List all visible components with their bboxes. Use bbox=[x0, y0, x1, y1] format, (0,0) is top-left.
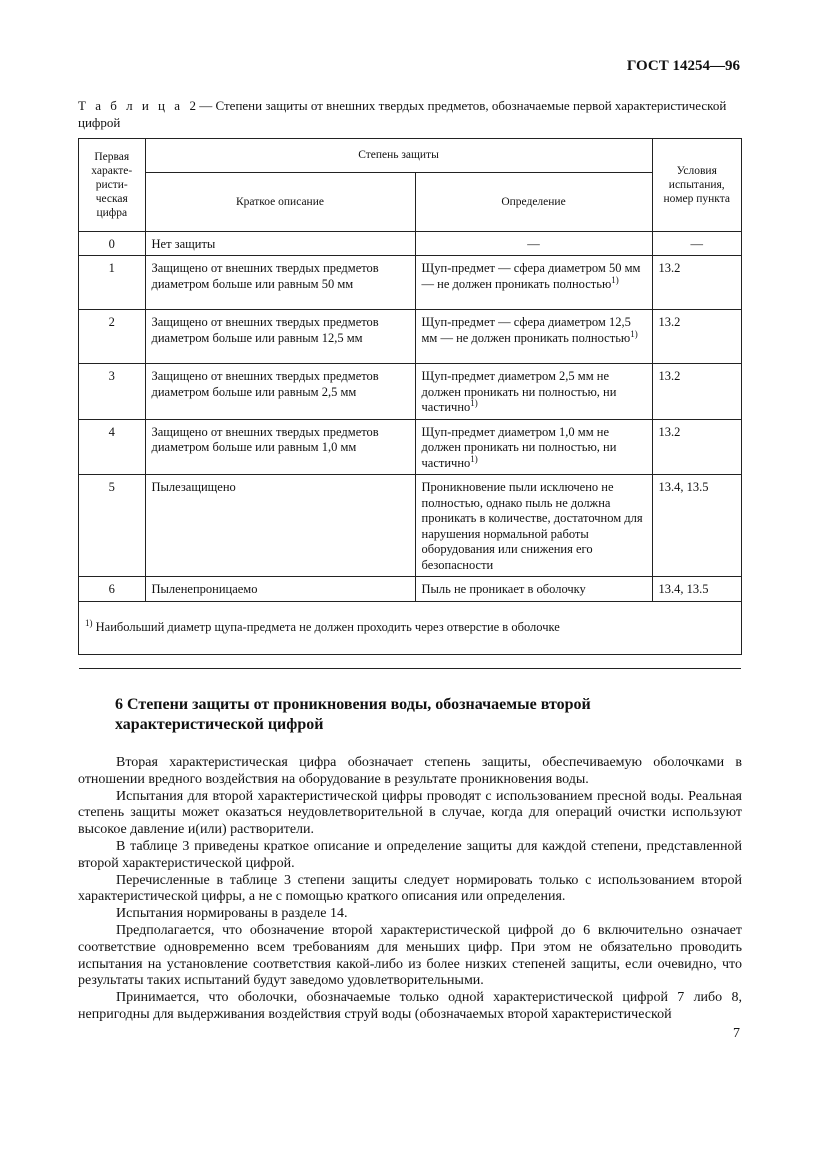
footnote-marker: 1) bbox=[470, 397, 478, 408]
row-digit: 1 bbox=[79, 256, 145, 310]
row-short: Нет защиты bbox=[145, 231, 415, 256]
row-short: Защищено от внешних твердых предметов диаметром больше или равным 2,5 мм bbox=[145, 364, 415, 420]
row-definition: — bbox=[415, 231, 652, 256]
row-definition: Проникновение пыли исключено не полностью, однако пыль не должна проникать в количестве, достаточном для нарушения нормальной работы оборудования или снижения его безопасности bbox=[415, 475, 652, 577]
row-definition-text: Щуп-предмет — сфера диаметром 50 мм — не должен проникать полностью bbox=[421, 261, 641, 291]
row-definition bbox=[415, 419, 652, 475]
body-text bbox=[78, 755, 742, 1024]
table-footnote bbox=[79, 601, 741, 668]
table-footnote-row bbox=[79, 601, 741, 668]
row-definition-text: Щуп-предмет диаметром 1,0 мм не должен проникать ни полностью, ни частично bbox=[421, 424, 617, 470]
header-short-description: Краткое описание bbox=[145, 172, 415, 231]
paragraph: Испытания для второй характеристической цифры проводят с использованием пресной воды. Реальная степень защиты может оказаться неудовлетворительной в случае, когда для операций очистки используют высокое давление и(или) растворители. bbox=[78, 788, 742, 838]
row-conditions: 13.4, 13.5 bbox=[652, 475, 741, 577]
paragraph: В таблице 3 приведены краткое описание и определение защиты для каждой степени, представленной второй характеристической цифрой. bbox=[78, 838, 742, 871]
row-conditions: 13.2 bbox=[652, 419, 741, 475]
table-caption bbox=[78, 97, 742, 131]
row-definition bbox=[415, 256, 652, 310]
header-conditions: Условия испытания, номер пункта bbox=[652, 139, 741, 231]
row-short: Пылезащищено bbox=[145, 475, 415, 577]
row-short: Защищено от внешних твердых предметов диаметром больше или равным 12,5 мм bbox=[145, 310, 415, 364]
row-conditions: 13.4, 13.5 bbox=[652, 577, 741, 602]
paragraph: Испытания нормированы в разделе 14. bbox=[116, 906, 348, 922]
row-conditions: 13.2 bbox=[652, 310, 741, 364]
row-conditions: 13.2 bbox=[652, 364, 741, 420]
row-short: Защищено от внешних твердых предметов диаметром больше или равным 50 мм bbox=[145, 256, 415, 310]
paragraph: Перечисленные в таблице 3 степени защиты следует нормировать только с использованием второй характеристической цифры, а не с помощью краткого описания или определения. bbox=[78, 872, 742, 905]
row-digit: 3 bbox=[79, 364, 145, 420]
row-definition bbox=[415, 364, 652, 420]
row-definition: Пыль не проникает в оболочку bbox=[415, 577, 652, 602]
table-row bbox=[79, 364, 741, 420]
table-row bbox=[79, 577, 741, 602]
table-row bbox=[79, 231, 741, 256]
document-standard-header: ГОСТ 14254—96 bbox=[626, 58, 740, 74]
footnote-text: Наибольший диаметр щупа-предмета не должен проходить через отверстие в оболочке bbox=[92, 619, 560, 634]
table-row bbox=[79, 310, 741, 364]
row-conditions: — bbox=[652, 231, 741, 256]
row-definition-text: Щуп-предмет диаметром 2,5 мм не должен проникать ни полностью, ни частично bbox=[421, 369, 617, 414]
header-first-digit: Первая характеристическая цифра bbox=[79, 139, 145, 231]
row-digit: 6 bbox=[79, 577, 145, 602]
paragraph: Принимается, что оболочки, обозначаемые только одной характеристической цифрой 7 либо 8, непригодны для выдерживания воздействия струй воды (обозначаемых второй характеристической bbox=[78, 990, 742, 1022]
protection-degree-table bbox=[79, 139, 741, 669]
page-number: 7 bbox=[733, 1026, 740, 1041]
protection-table-frame bbox=[78, 138, 742, 655]
table-caption-label: Т а б л и ц а bbox=[78, 98, 183, 113]
header-definition: Определение bbox=[415, 172, 652, 231]
row-short: Защищено от внешних твердых предметов диаметром больше или равным 1,0 мм bbox=[145, 419, 415, 475]
row-digit: 5 bbox=[79, 475, 145, 577]
row-digit: 0 bbox=[79, 231, 145, 256]
row-short: Пыленепроницаемо bbox=[145, 577, 415, 602]
footnote-marker: 1) bbox=[630, 328, 638, 339]
footnote-marker: 1) bbox=[470, 453, 478, 464]
row-digit: 4 bbox=[79, 419, 145, 475]
footnote-mark: 1) bbox=[85, 617, 93, 628]
section-title: 6 Степени защиты от проникновения воды, обозначаемые второй характеристической цифрой bbox=[115, 696, 591, 733]
table-caption-text: — Степени защиты от внешних твердых предметов, обозначаемые первой характеристической цифрой bbox=[78, 98, 727, 130]
table-caption-number: 2 bbox=[189, 98, 196, 113]
row-conditions: 13.2 bbox=[652, 256, 741, 310]
table-row bbox=[79, 256, 741, 310]
table-row bbox=[79, 475, 741, 577]
paragraph: Предполагается, что обозначение второй характеристической цифрой до 6 включительно означает соответствие одновременно всем требованиям для меньших цифр. При этом не обязательно проводить испытания на установление соответствия какой-либо из более низких степеней защиты, если очевидно, что результаты таких испытаний будут заведомо удовлетворительными. bbox=[78, 922, 742, 989]
row-definition-text: Щуп-предмет — сфера диаметром 12,5 мм — не должен проникать полностью bbox=[421, 315, 631, 345]
paragraph: Вторая характеристическая цифра обозначает степень защиты, обеспечиваемую оболочками в отношении вредного воздействия на оборудование в результате проникновения воды. bbox=[78, 755, 742, 787]
row-digit: 2 bbox=[79, 310, 145, 364]
table-row bbox=[79, 419, 741, 475]
header-degree: Степень защиты bbox=[145, 139, 652, 172]
row-definition bbox=[415, 310, 652, 364]
footnote-marker: 1) bbox=[611, 274, 619, 285]
